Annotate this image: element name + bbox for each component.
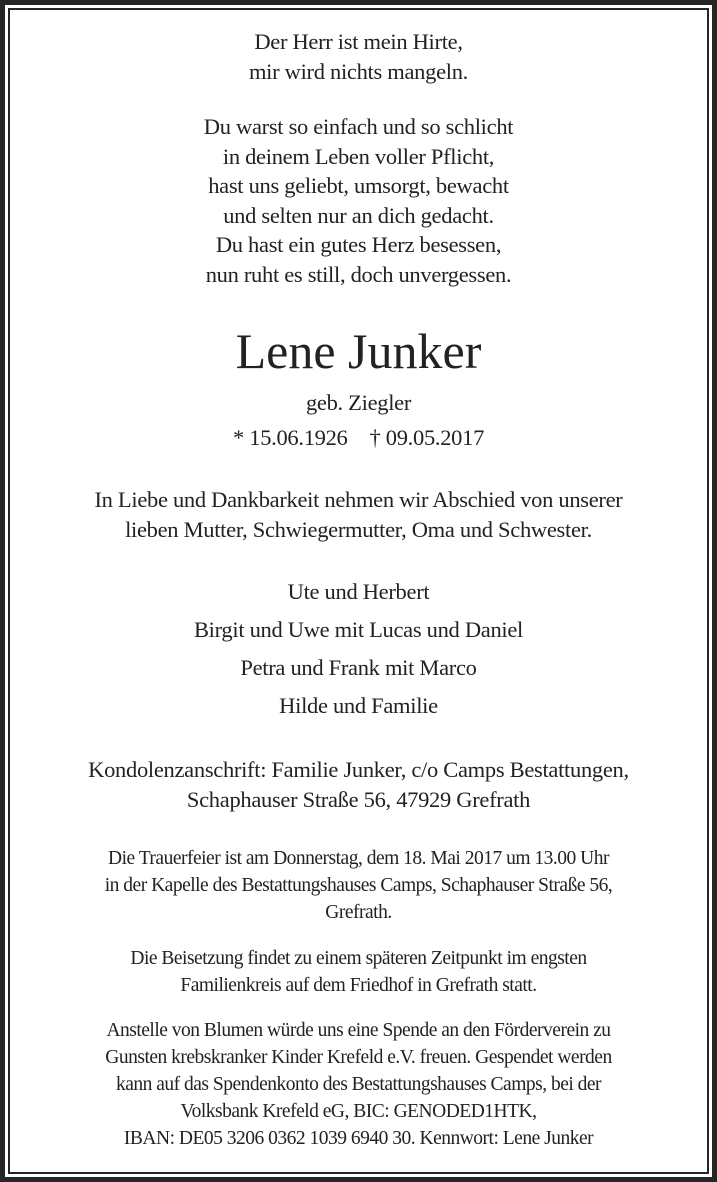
donation-line: Anstelle von Blumen würde uns eine Spende an den Förderverein zu <box>106 1020 611 1041</box>
donation-line: IBAN: DE05 3206 0362 1039 6940 30. Kennwort: Lene Junker <box>123 1128 594 1149</box>
poem-line: hast uns geliebt, umsorgt, bewacht <box>208 173 509 198</box>
burial-line: Die Beisetzung findet zu einem späteren Zeitpunkt im engsten <box>130 948 587 969</box>
death-date: † 09.05.2017 <box>369 425 485 450</box>
condolence-address <box>10 755 707 814</box>
family-member: Petra und Frank mit Marco <box>240 655 477 680</box>
poem <box>10 112 707 289</box>
psalm-line: mir wird nichts mangeln. <box>248 58 468 84</box>
family-list <box>10 573 707 725</box>
farewell-line: lieben Mutter, Schwiegermutter, Oma und Schwester. <box>125 516 592 542</box>
funeral-service-info <box>10 845 707 926</box>
farewell-text <box>10 485 707 544</box>
burial-info <box>10 945 707 999</box>
address-line: Kondolenzanschrift: Familie Junker, c/o Camps Bestattungen, <box>88 757 629 782</box>
service-line: Grefrath. <box>325 902 392 923</box>
maiden-name: geb. Ziegler <box>305 390 412 415</box>
life-dates <box>10 423 707 453</box>
service-line: in der Kapelle des Bestattungshauses Camps, Schaphauser Straße 56, <box>104 875 613 896</box>
donation-info <box>10 1017 707 1152</box>
donation-line: Gunsten krebskranker Kinder Krefeld e.V. freuen. Gespendet werden <box>105 1047 612 1068</box>
deceased-name: Lene Junker <box>235 323 482 379</box>
address-line: Schaphauser Straße 56, 47929 Grefrath <box>186 786 531 812</box>
poem-line: nun ruht es still, doch unvergessen. <box>205 261 512 287</box>
poem-line: und selten nur an dich gedacht. <box>223 202 494 228</box>
psalm-line: Der Herr ist mein Hirte, <box>254 29 463 54</box>
burial-line: Familienkreis auf dem Friedhof in Grefrath statt. <box>180 975 537 996</box>
family-member: Ute und Herbert <box>287 579 430 604</box>
psalm-verse <box>10 27 707 86</box>
farewell-line: In Liebe und Dankbarkeit nehmen wir Abschied von unserer <box>94 487 623 512</box>
poem-line: in deinem Leben voller Pflicht, <box>222 143 495 169</box>
family-member: Hilde und Familie <box>279 693 438 718</box>
family-member: Birgit und Uwe mit Lucas und Daniel <box>193 617 524 642</box>
service-line: Die Trauerfeier ist am Donnerstag, dem 18. Mai 2017 um 13.00 Uhr <box>108 848 609 869</box>
donation-line: kann auf das Spendenkonto des Bestattungshauses Camps, bei der <box>115 1074 602 1095</box>
poem-line: Du hast ein gutes Herz besessen, <box>215 232 502 257</box>
birth-date: * 15.06.1926 <box>232 425 348 450</box>
poem-line: Du warst so einfach und so schlicht <box>203 114 514 139</box>
donation-line: Volksbank Krefeld eG, BIC: GENODED1HTK, <box>180 1101 537 1122</box>
